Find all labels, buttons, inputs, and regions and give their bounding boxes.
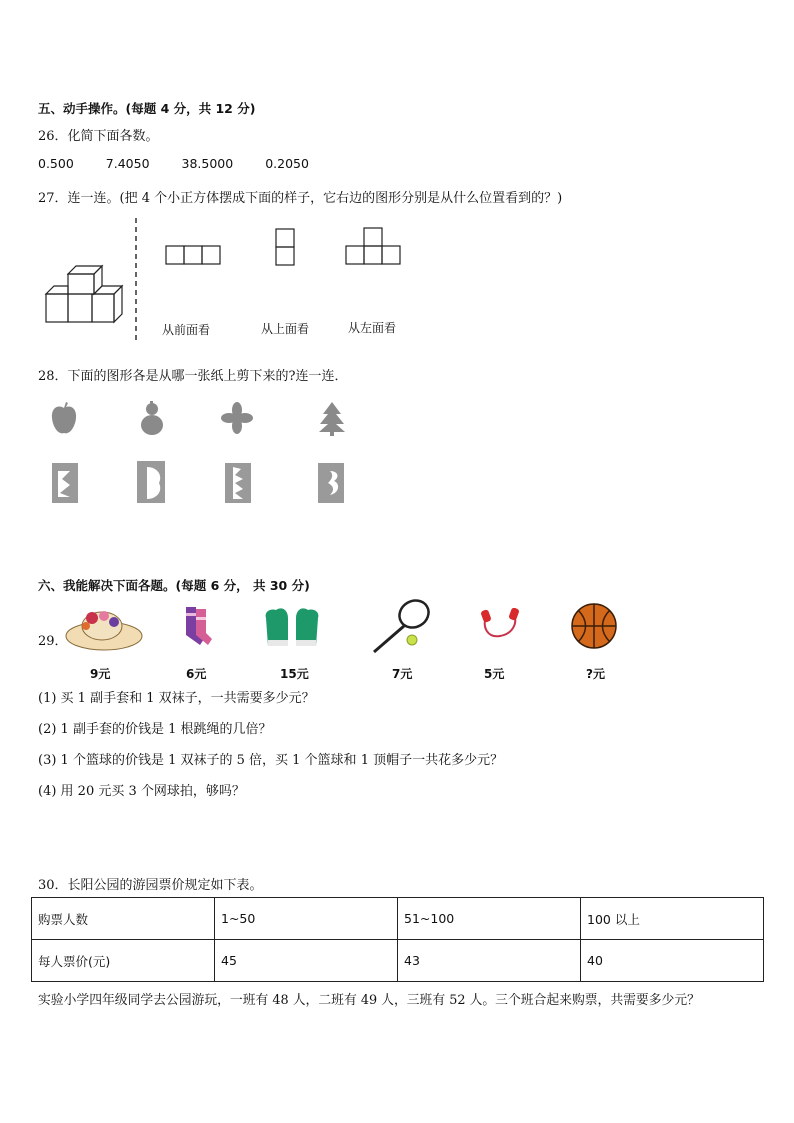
view-label-top: 从上面看 [261, 322, 310, 336]
table-cell: 40 [581, 940, 764, 982]
section-5-title: 五、动手操作。(每题 4 分，共 12 分) [38, 101, 256, 116]
view-label-front: 从前面看 [162, 323, 211, 337]
price-basketball: ?元 [586, 667, 605, 681]
table-cell: 100 以上 [581, 898, 764, 940]
table-row [32, 898, 764, 940]
price-gloves: 15元 [280, 667, 309, 681]
q26-numbers [38, 156, 337, 171]
q29-subquestion: (1) 买 1 副手套和 1 双袜子，一共需要多少元？ [38, 691, 315, 706]
q29-subquestion: (3) 1 个篮球的价钱是 1 双袜子的 5 倍，买 1 个篮球和 1 顶帽子一共花多少元？ [38, 753, 504, 768]
socks-icon [180, 605, 214, 649]
basketball-icon [570, 602, 618, 650]
table-cell: 1~50 [215, 898, 398, 940]
table-cell: 51~100 [398, 898, 581, 940]
q26-number: 0.500 [38, 156, 74, 171]
view-figure-left [345, 227, 403, 265]
table-cell: 43 [398, 940, 581, 982]
q29-subquestion: (2) 1 副手套的价钱是 1 根跳绳的几倍？ [38, 722, 272, 737]
paper-sheet-2-icon [137, 461, 165, 503]
dashed-divider [133, 218, 139, 340]
jump-rope-icon [480, 608, 520, 644]
price-socks: 6元 [186, 667, 207, 681]
gloves-icon [262, 606, 322, 650]
view-figure-front [165, 245, 221, 265]
q26-number: 0.2050 [265, 156, 309, 171]
question-30: 30．长阳公园的游园票价规定如下表。 [38, 878, 263, 893]
paper-sheet-1-icon [52, 463, 78, 503]
table-cell: 45 [215, 940, 398, 982]
apple-shape-icon [50, 402, 78, 436]
table-cell: 每人票价(元) [32, 940, 215, 982]
view-label-left: 从左面看 [348, 321, 397, 335]
question-27: 27．连一连。(把 4 个小正方体摆成下面的样子，它右边的图形分别是从什么位置看到的？) [38, 191, 563, 206]
ticket-price-table [31, 897, 764, 982]
tennis-racket-icon [370, 598, 434, 656]
q29-subquestion: (4) 用 20 元买 3 个网球拍，够吗？ [38, 784, 245, 799]
paper-sheet-4-icon [318, 463, 344, 503]
question-28: 28．下面的图形各是从哪一张纸上剪下来的?连一连． [38, 369, 348, 384]
tree-shape-icon [317, 402, 347, 436]
table-cell: 购票人数 [32, 898, 215, 940]
paper-sheet-3-icon [225, 463, 251, 503]
flower-shape-icon [221, 402, 253, 434]
q26-number: 38.5000 [181, 156, 234, 171]
price-tennis-racket: 7元 [392, 667, 413, 681]
view-figure-top [274, 228, 296, 266]
price-jump-rope: 5元 [484, 667, 505, 681]
table-row [32, 940, 764, 982]
question-29-number: 29． [38, 634, 68, 649]
q26-number: 7.4050 [105, 156, 150, 171]
gourd-shape-icon [138, 400, 166, 436]
question-26: 26．化简下面各数。 [38, 129, 159, 144]
q30-problem: 实验小学四年级同学去公园游玩，一班有 48 人，二班有 49 人，三班有 52 人。三个班合起来购票，共需要多少元？ [38, 993, 700, 1008]
cube-arrangement-figure [44, 262, 126, 326]
section-6-title: 六、我能解决下面各题。(每题 6 分， 共 30 分) [38, 578, 310, 593]
hat-icon [64, 604, 144, 654]
price-hat: 9元 [90, 667, 111, 681]
